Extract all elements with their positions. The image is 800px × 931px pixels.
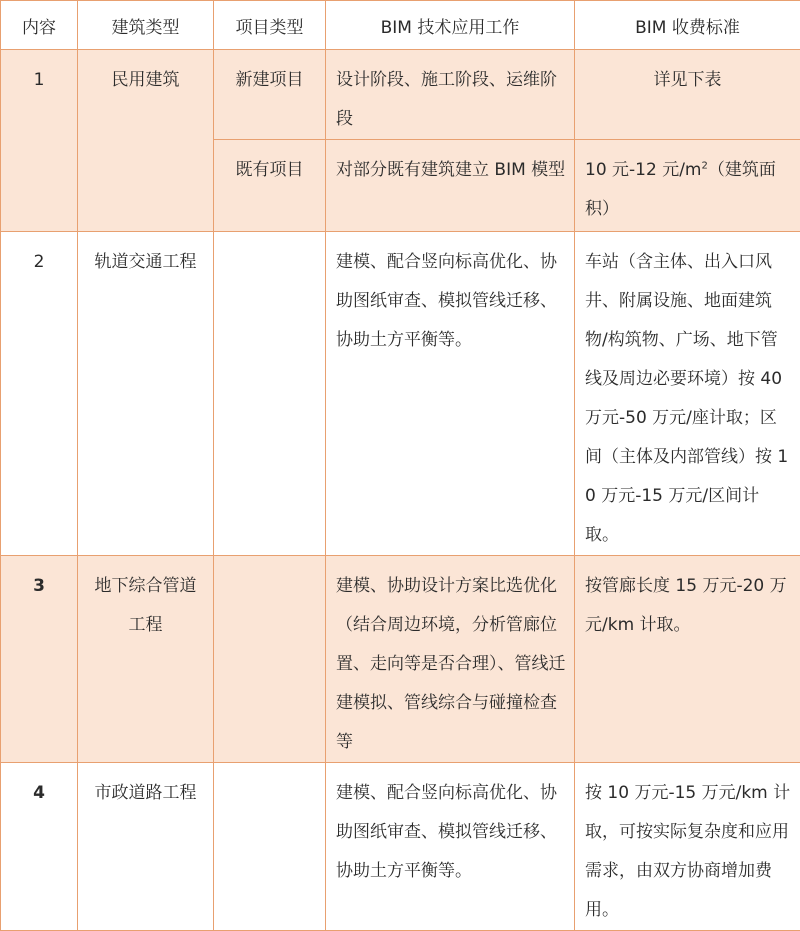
building-type: 地下综合管道工程 — [78, 556, 213, 645]
fee: 车站（含主体、出入口风井、附属设施、地面建筑物/构筑物、广场、地下管线及周边必要环境）按 40 万元-50 万元/座计取；区间（主体及内部管线）按 10 万元-15 万元/区间计取。 — [575, 232, 800, 555]
project-type — [214, 763, 325, 774]
fee-cell — [575, 232, 800, 556]
fee-cell — [575, 50, 800, 140]
fee-suffix: （建筑面积） — [585, 160, 776, 219]
fee-prefix: 10 元-12 元/m — [585, 160, 702, 180]
row-number-cell — [1, 232, 78, 556]
project-type — [214, 232, 325, 243]
fee: 详见下表 — [575, 50, 800, 100]
table-row — [1, 50, 800, 140]
fee-superscript: 2 — [702, 160, 708, 171]
fee — [575, 140, 800, 229]
bim-work: 建模、配合竖向标高优化、协助图纸审查、模拟管线迁移、协助土方平衡等。 — [326, 232, 574, 360]
header-building-type: 建筑类型 — [78, 1, 214, 50]
fee-cell — [575, 140, 800, 232]
bim-work-cell — [326, 232, 575, 556]
project-type-cell — [214, 50, 326, 140]
project-type-cell — [214, 763, 326, 931]
building-type-cell — [78, 763, 214, 931]
table-row — [1, 556, 800, 763]
header-bim-fee: BIM 收费标准 — [575, 1, 800, 50]
bim-work-cell — [326, 763, 575, 931]
project-type-cell — [214, 140, 326, 232]
bim-work-cell — [326, 50, 575, 140]
row-number: 3 — [1, 556, 77, 606]
building-type: 民用建筑 — [78, 50, 213, 100]
row-number-cell — [1, 50, 78, 232]
table-header-row — [1, 1, 800, 50]
project-type: 既有项目 — [214, 140, 325, 190]
bim-work: 建模、配合竖向标高优化、协助图纸审查、模拟管线迁移、协助土方平衡等。 — [326, 763, 574, 891]
bim-work-cell — [326, 140, 575, 232]
bim-work: 设计阶段、施工阶段、运维阶段 — [326, 50, 574, 139]
row-number: 1 — [1, 50, 77, 100]
table-row — [1, 232, 800, 556]
bim-work-cell — [326, 556, 575, 763]
fee-cell — [575, 763, 800, 931]
building-type: 轨道交通工程 — [78, 232, 213, 282]
building-type-cell — [78, 232, 214, 556]
row-number-cell — [1, 763, 78, 931]
project-type-cell — [214, 556, 326, 763]
building-type: 市政道路工程 — [78, 763, 213, 813]
fee-cell — [575, 556, 800, 763]
row-number: 2 — [1, 232, 77, 282]
table-row — [1, 763, 800, 931]
building-type-cell — [78, 556, 214, 763]
bim-work: 对部分既有建筑建立 BIM 模型 — [326, 140, 574, 190]
header-project-type: 项目类型 — [214, 1, 326, 50]
bim-work: 建模、协助设计方案比选优化（结合周边环境，分析管廊位置、走向等是否合理）、管线迁建模拟、管线综合与碰撞检查等 — [326, 556, 574, 762]
building-type-cell — [78, 50, 214, 232]
project-type: 新建项目 — [214, 50, 325, 100]
fee: 按管廊长度 15 万元-20 万元/km 计取。 — [575, 556, 800, 645]
project-type-cell — [214, 232, 326, 556]
fee: 按 10 万元-15 万元/km 计取，可按实际复杂度和应用需求，由双方协商增加费用。 — [575, 763, 800, 930]
row-number-cell — [1, 556, 78, 763]
header-content: 内容 — [1, 1, 78, 50]
project-type — [214, 556, 325, 567]
row-number: 4 — [1, 763, 77, 813]
header-bim-work: BIM 技术应用工作 — [326, 1, 575, 50]
